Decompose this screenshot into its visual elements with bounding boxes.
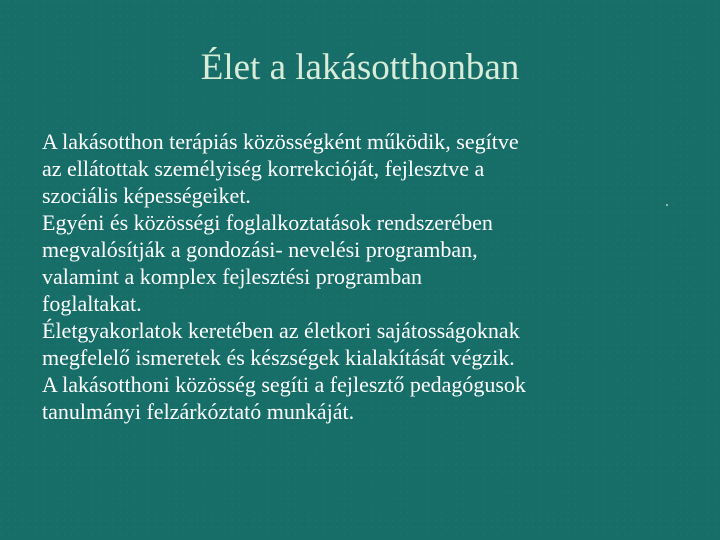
paragraph-life-practice bbox=[42, 317, 692, 371]
paragraph-line: A lakásotthoni közösség segíti a fejlesztő pedagógusok bbox=[42, 372, 526, 397]
paragraph-line: szociális képességeiket. bbox=[42, 183, 251, 208]
paragraph-line: megvalósítják a gondozási- nevelési programban, bbox=[42, 237, 478, 262]
paragraph-line: tanulmányi felzárkóztató munkáját. bbox=[42, 399, 355, 424]
paragraph-therapeutic-community bbox=[42, 128, 692, 209]
paragraph-line: valamint a komplex fejlesztési programban bbox=[42, 264, 422, 289]
paragraph-line: foglaltakat. bbox=[42, 291, 142, 316]
paragraph-line: megfelelő ismeretek és készségek kialakítását végzik. bbox=[42, 345, 515, 370]
slide-body bbox=[42, 128, 692, 425]
paragraph-line: Életgyakorlatok keretében az életkori sajátosságoknak bbox=[42, 318, 520, 343]
paragraph-line: A lakásotthon terápiás közösségként működik, segítve bbox=[42, 129, 519, 154]
decorative-speck bbox=[666, 204, 668, 206]
paragraph-line: Egyéni és közösségi foglalkoztatások rendszerében bbox=[42, 210, 493, 235]
slide-title: Élet a lakásotthonban bbox=[200, 47, 520, 88]
paragraph-activities bbox=[42, 209, 692, 317]
paragraph-line: az ellátottak személyiség korrekcióját, fejlesztve a bbox=[42, 156, 485, 181]
paragraph-teachers bbox=[42, 371, 692, 425]
